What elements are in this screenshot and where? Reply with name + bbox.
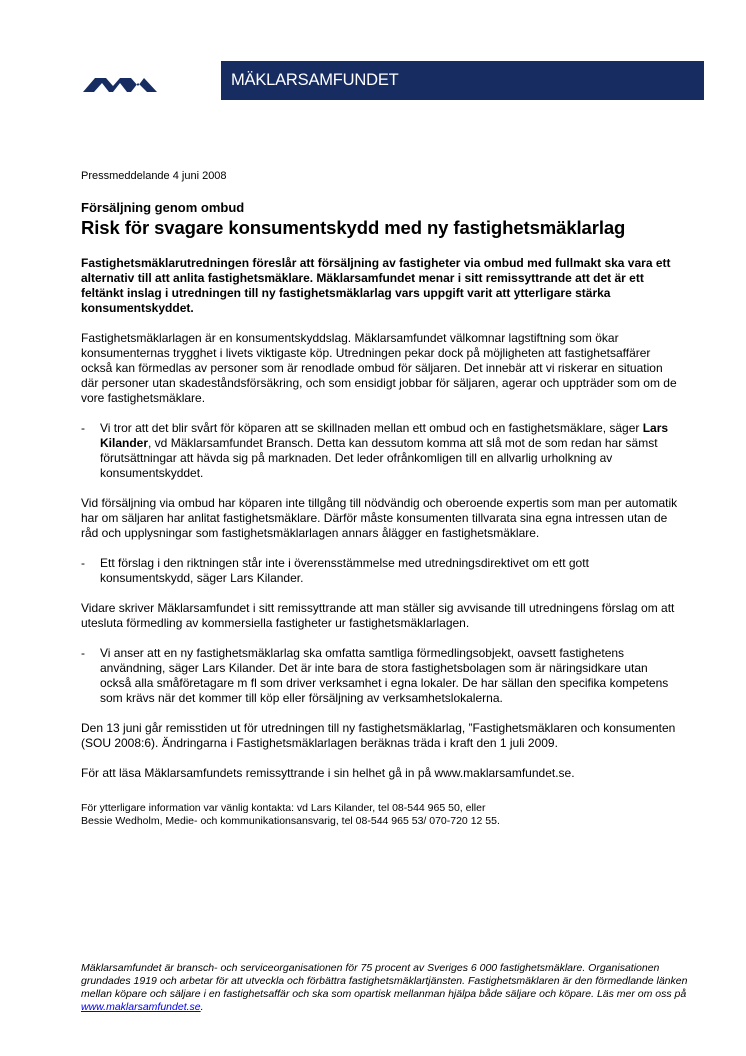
paragraph-2: Vid försäljning via ombud har köparen inte tillgång till nödvändig och oberoende expertis som man per automatik har om säljaren har anlitat fastighetsmäklare. Därför måste konsumenten tillvarata sina egna intressen utan de råd och upplysningar som fastighetsmäklarlagen annars ålägger en fastighetsmäklare. (81, 496, 678, 540)
about-organisation (81, 962, 711, 1014)
quote-1-speaker: Lars Kilander (100, 421, 669, 450)
paragraph-3: Vidare skriver Mäklarsamfundet i sitt remissyttrande att man ställer sig avvisande till utredningens förslag om att utesluta förmedling av kommersiella fastigheter ur fastighetsmäklarlagen. (81, 601, 675, 630)
quote-dash: - (81, 646, 85, 660)
lead-paragraph: Fastighetsmäklarutredningen föreslår att försäljning av fastigheter via ombud med fullmakt ska vara ett alternativ till att anlita fastighetsmäklare. Mäklarsamfundet menar i sitt remissyttrande att det är ett feltänkt inslag i utredningen till ny fastighetsmäklarlag vars uppgift varit att ytterligare stärka konsumentskyddet. (81, 256, 671, 315)
contact-info (81, 802, 681, 828)
quote-2-text: Ett förslag i den riktningen står inte i överensstämmelse med utredningsdirektivet om ett gott konsumentskydd, säger Lars Kilander. (100, 556, 589, 585)
contact-line-2: Bessie Wedholm, Medie- och kommunikationsansvarig, tel 08-544 965 53/ 070-720 12 55. (81, 815, 500, 827)
quote-3-text: Vi anser att en ny fastighetsmäklarlag ska omfatta samtliga förmedlingsobjekt, oavsett fastighetens användning, säger Lars Kilander. Det är inte bara de stora fastighetsbolagen som är näringsidkare utan också alla småföretagare m fl som driver verksamhet i egna lokaler. De har sällan den specifika kompetens som krävs när det kommer till köp eller försäljning av verksamhetslokalerna. (100, 646, 669, 705)
date-line: Pressmeddelande 4 juni 2008 (81, 170, 227, 182)
maklarsamfundet-logo-icon (83, 78, 157, 92)
quote-1 (81, 421, 681, 481)
kicker: Försäljning genom ombud (81, 200, 245, 215)
quote-3 (81, 646, 681, 706)
about-text: Mäklarsamfundet är bransch- och serviceorganisationen för 75 procent av Sveriges 6 000 fastighetsmäklare. Organisationen grundades 1919 och arbetar för att utveckla och förbättra fastighetsmäklartjänsten. Fastighetsmäklaren är den förmedlande länken mellan köpare och säljare i en fastighetsaffär och ska som opartisk mellanman hjälpa både säljare och köpare. Läs mer om oss på (81, 962, 688, 1000)
press-release-body (81, 170, 681, 828)
quote-dash: - (81, 421, 85, 435)
paragraph-5: För att läsa Mäklarsamfundets remissyttrande i sin helhet gå in på www.maklarsamfundet.se. (81, 766, 575, 780)
quote-1-text-after: , vd Mäklarsamfundet Bransch. Detta kan dessutom komma att slå mot de som redan har sämst förutsättningar att hävda sig på marknaden. Det leder ofrånkomligen till en allvarlig urholkning av konsumentskyddet. (100, 436, 658, 480)
quote-dash: - (81, 556, 85, 570)
contact-line-1: För ytterligare information var vänlig kontakta: vd Lars Kilander, tel 08-544 965 50, eller (81, 802, 486, 814)
banner-title: MÄKLARSAMFUNDET (231, 71, 399, 89)
paragraph-4: Den 13 juni går remisstiden ut för utredningen till ny fastighetsmäklarlag, ”Fastighetsmäklaren och konsumenten (SOU 2008:6). Ändringarna i Fastighetsmäklarlagen beräknas träda i kraft den 1 juli 2009. (81, 721, 676, 750)
header-banner (221, 61, 704, 100)
headline: Risk för svagare konsumentskydd med ny fastighetsmäklarlag (81, 217, 626, 238)
quote-2 (81, 556, 681, 586)
paragraph-1: Fastighetsmäklarlagen är en konsumentskyddslag. Mäklarsamfundet välkomnar lagstiftning som ökar konsumenternas trygghet i livets viktigaste köp. Utredningen pekar dock på möjligheten att fastighetsaffärer också kan förmedlas av personer som är renodlade ombud för säljaren. Det innebär att vi riskerar en situation där personer utan skadeståndsförsäkring, och som ensidigt jobbar för säljaren, agerar och uppträder som om de vore fastighetsmäklare. (81, 331, 677, 405)
quote-1-text-before: Vi tror att det blir svårt för köparen att se skillnaden mellan ett ombud och en fastighetsmäklare, säger (100, 421, 643, 435)
about-period: . (200, 1001, 204, 1013)
website-link[interactable]: www.maklarsamfundet.se (81, 1001, 201, 1013)
